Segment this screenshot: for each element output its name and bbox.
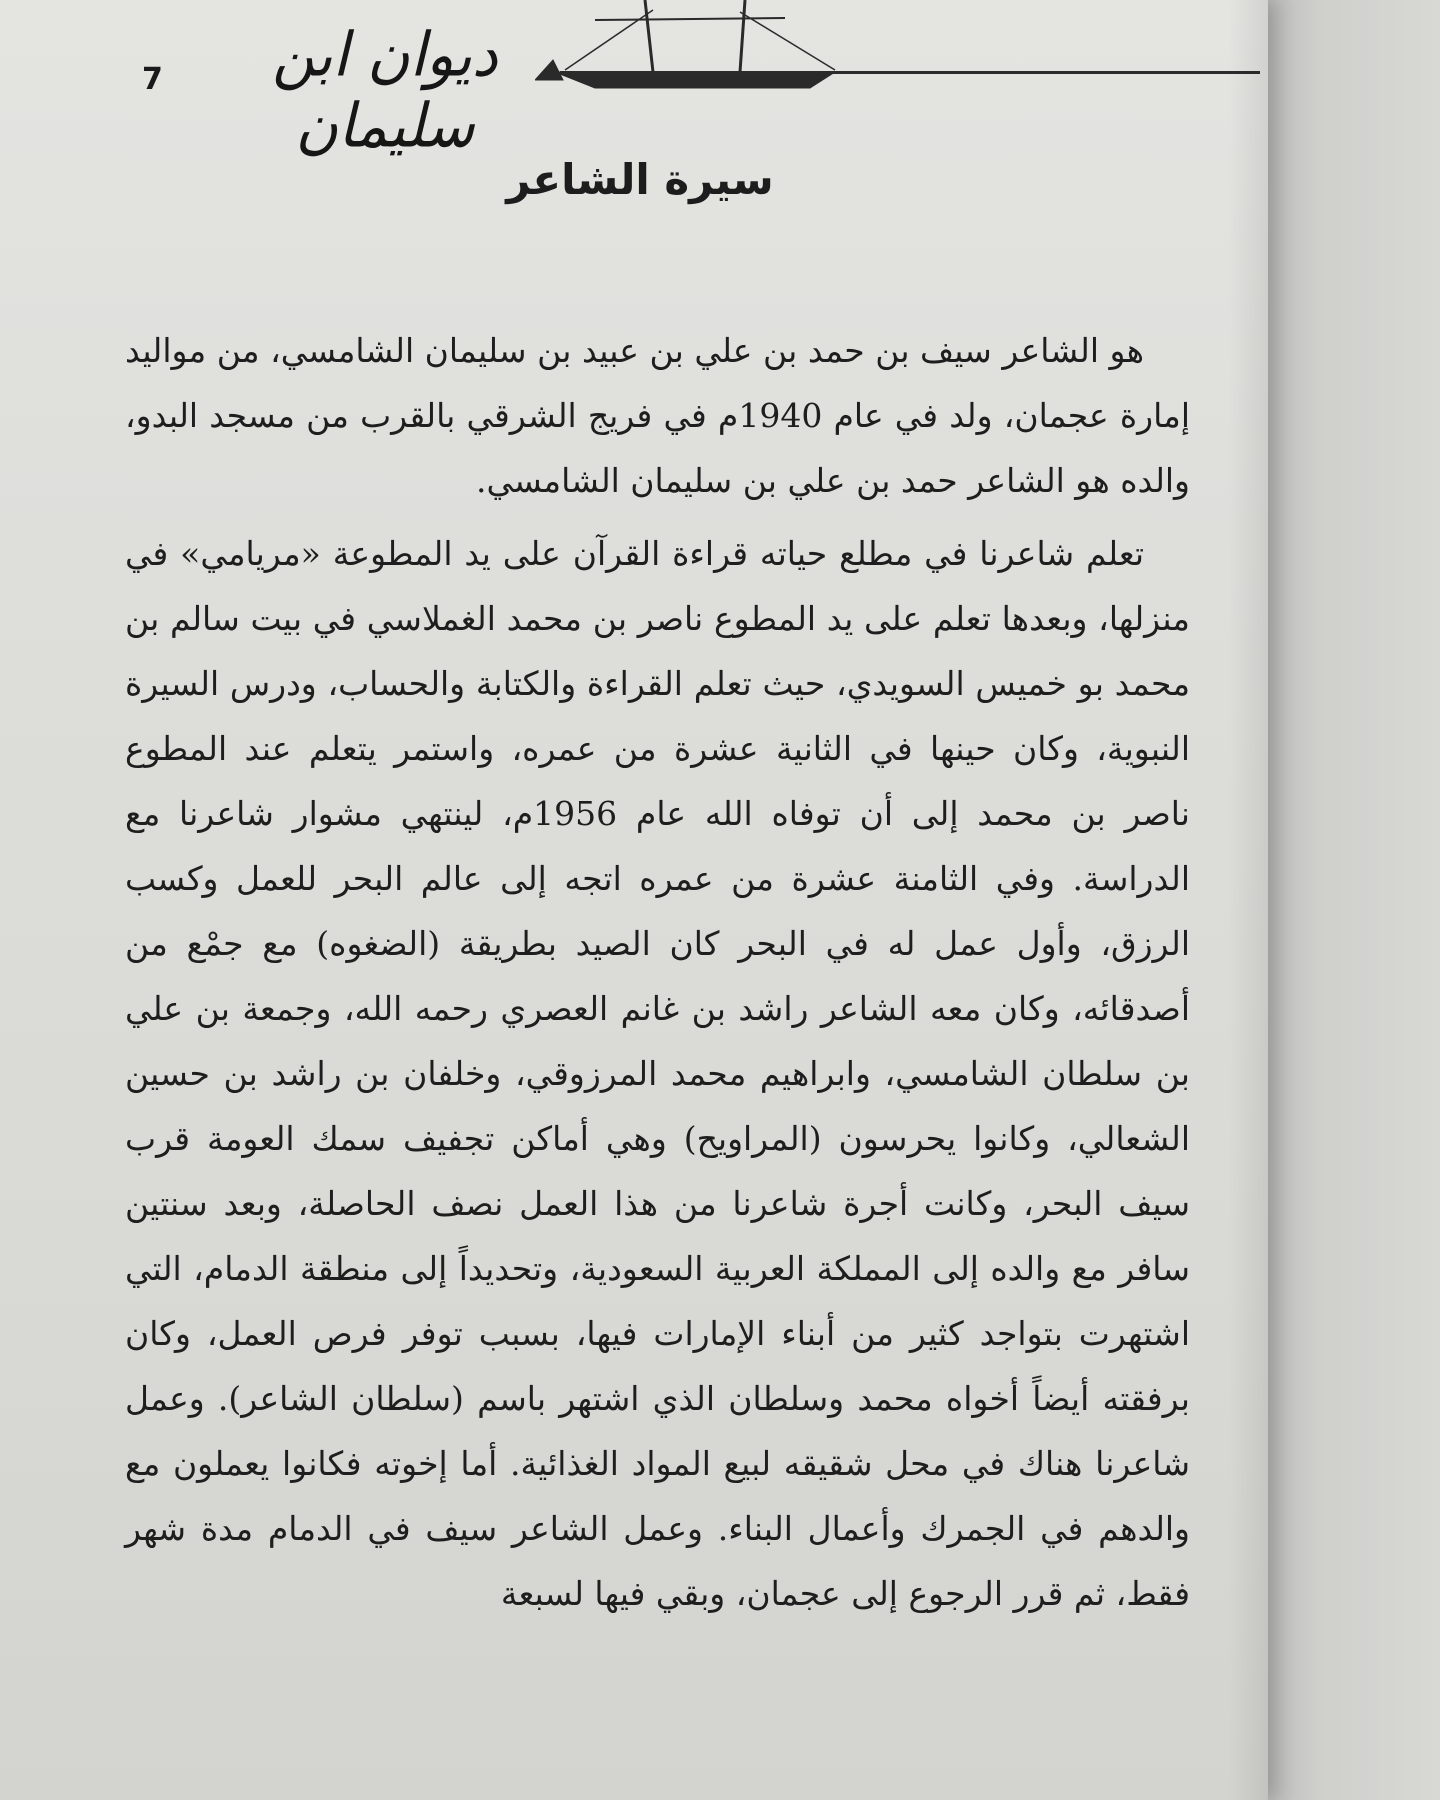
adjacent-page-edge (1268, 0, 1440, 1800)
header-rule (560, 71, 1260, 74)
paragraph: هو الشاعر سيف بن حمد بن علي بن عبيد بن سليمان الشامسي، من مواليد إمارة عجمان، ولد في عام 1940م في فريج الشرقي بالقرب من مسجد البدو، والده هو الشاعر حمد بن علي بن سليمان الشامسي. (125, 331, 1190, 500)
chapter-title: سيرة الشاعر (506, 155, 774, 204)
dhow-ship-illustration (535, 0, 865, 90)
body-text (125, 318, 1190, 1634)
paragraph: تعلم شاعرنا في مطلع حياته قراءة القرآن على يد المطوعة «مريامي» في منزلها، وبعدها تعلم على يد المطوع ناصر بن محمد الغملاسي في بيت سالم بن محمد بو خميس السويدي، حيث تعلم القراءة والكتابة والحساب، ودرس السيرة النبوية، وكان حينها في الثانية عشرة من عمره، واستمر يتعلم عند المطوع ناصر بن محمد إلى أن توفاه الله عام 1956م، لينتهي مشوار شاعرنا مع الدراسة. وفي الثامنة عشرة من عمره اتجه إلى عالم البحر للعمل وكسب الرزق، وأول عمل له في البحر كان الصيد بطريقة (الضغوه) مع جمْع من أصدقائه، وكان معه الشاعر راشد بن غانم العصري رحمه الله، وجمعة بن علي بن سلطان الشامسي، وابراهيم محمد المرزوقي، وخلفان بن راشد بن حسين الشعالي، وكانوا يحرسون (المراويح) وهي أماكن تجفيف سمك العومة قرب سيف البحر، وكانت أجرة شاعرنا من هذا العمل نصف الحاصلة، وبعد سنتين سافر مع والده إلى المملكة العربية السعودية، وتحديداً إلى منطقة الدمام، التي اشتهرت بتواجد كثير من أبناء الإمارات فيها، بسبب توفر فرص العمل، وكان برفقته أيضاً أخواه محمد وسلطان الذي اشتهر باسم (سلطان الشاعر). وعمل شاعرنا هناك في محل شقيقه لبيع المواد الغذائية. أما إخوته فكانوا يعملون مع والدهم في الجمرك وأعمال البناء. وعمل الشاعر سيف في الدمام مدة شهر فقط، ثم قرر الرجوع إلى عجمان، وبقي فيها لسبعة (125, 534, 1190, 1613)
book-title: ديوان ابن سليمان (272, 18, 498, 162)
ship-mast (740, 0, 745, 72)
page-number: 7 (142, 62, 163, 97)
ship-hull (555, 72, 835, 88)
